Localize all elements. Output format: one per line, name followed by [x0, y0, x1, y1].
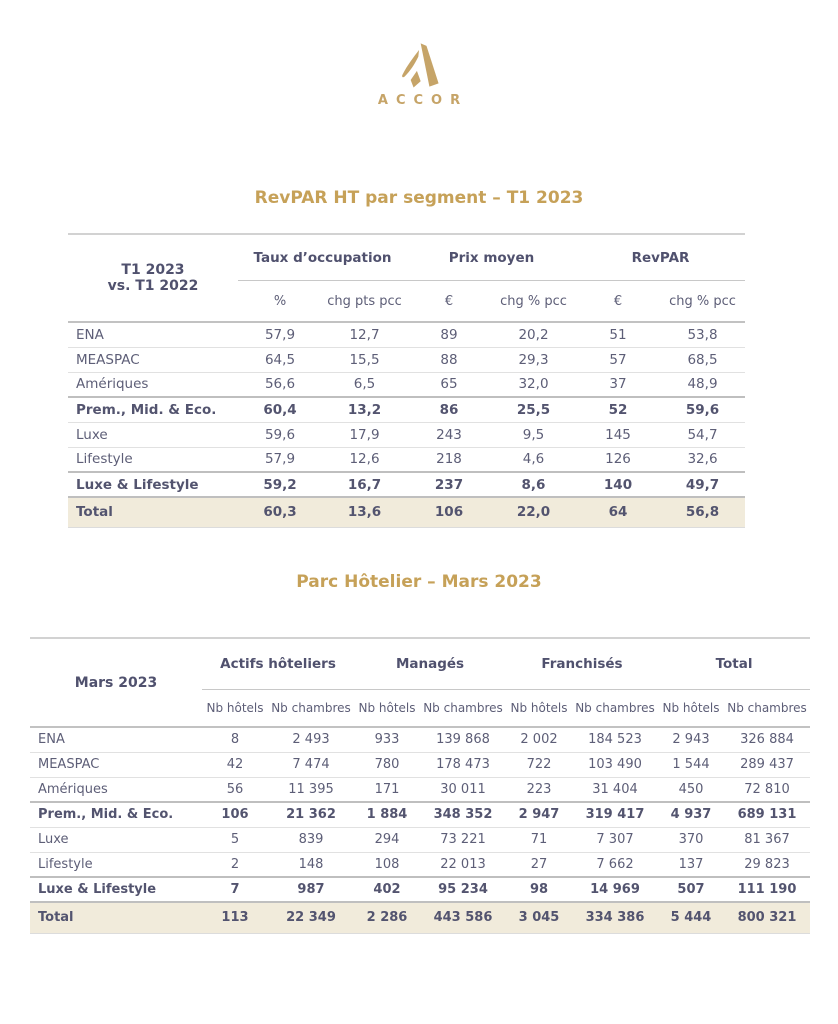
- group-header-prix-moyen: Prix moyen: [407, 234, 576, 281]
- cell: 8: [230, 732, 240, 748]
- subheader: Nb hôtels: [658, 690, 724, 728]
- group-header-revpar: RevPAR: [576, 234, 745, 281]
- cell: 3 045: [518, 910, 560, 926]
- cell: 2 947: [518, 807, 560, 823]
- table-row-ameriques: [68, 372, 745, 397]
- cell: 106: [221, 807, 249, 823]
- cell: 59,6: [685, 401, 720, 418]
- revpar-corner-header: [68, 234, 238, 322]
- cell: 218: [436, 451, 462, 468]
- cell: 111 190: [737, 882, 797, 897]
- table-row-total: [30, 902, 810, 933]
- subheader: chg pts pcc: [322, 281, 407, 323]
- cell: 20,2: [518, 326, 549, 343]
- cell: 800 321: [737, 910, 797, 926]
- cell: 89: [440, 326, 458, 343]
- subheader: Nb hôtels: [354, 690, 420, 728]
- row-label: Luxe & Lifestyle: [38, 882, 157, 897]
- cell: 98: [529, 882, 549, 897]
- cell: 16,7: [347, 476, 382, 493]
- cell: 722: [526, 757, 552, 772]
- parc-hotelier-table: [30, 637, 810, 934]
- cell: 57: [609, 351, 627, 368]
- subheader: chg % pcc: [660, 281, 745, 323]
- cell: 51: [609, 326, 627, 343]
- revpar-table: [68, 233, 745, 528]
- cell: 95 234: [438, 882, 488, 897]
- cell: 145: [605, 426, 631, 443]
- cell: 73 221: [440, 832, 486, 847]
- subheader: €: [576, 281, 660, 323]
- cell: 443 586: [433, 910, 493, 926]
- cell: 126: [605, 451, 631, 468]
- table-row-total: [68, 497, 745, 527]
- row-label: Prem., Mid. & Eco.: [76, 401, 217, 418]
- table-row-lifestyle: [30, 852, 810, 877]
- subheader: Nb chambres: [572, 690, 658, 728]
- cell: 140: [603, 476, 633, 493]
- row-label: ENA: [76, 326, 104, 343]
- group-header-occupation: Taux d’occupation: [238, 234, 407, 281]
- cell: 31 404: [592, 781, 638, 797]
- cell: 53,8: [687, 326, 718, 343]
- cell: 106: [434, 504, 464, 521]
- cell: 59,6: [264, 426, 296, 443]
- cell: 12,6: [349, 451, 380, 468]
- corner-line2: vs. T1 2022: [107, 278, 199, 294]
- cell: 108: [374, 856, 400, 872]
- cell: 370: [678, 832, 704, 847]
- cell: 7 474: [292, 757, 330, 772]
- row-label: Luxe: [38, 832, 69, 847]
- subheader: chg % pcc: [491, 281, 576, 323]
- cell: 56: [226, 781, 244, 797]
- table-row-ena: [68, 322, 745, 347]
- cell: 2 493: [292, 732, 330, 748]
- cell: 4,6: [522, 451, 545, 468]
- cell: 49,7: [685, 476, 720, 493]
- table-row-lifestyle: [68, 447, 745, 472]
- cell: 9,5: [522, 426, 545, 443]
- cell: 68,5: [687, 351, 718, 368]
- table-row-prem-mid-eco: [30, 802, 810, 827]
- cell: 289 437: [740, 757, 794, 772]
- cell: 237: [434, 476, 464, 493]
- row-label: Luxe: [76, 426, 108, 443]
- row-label: Amériques: [76, 376, 149, 393]
- cell: 507: [677, 882, 705, 897]
- cell: 48,9: [687, 376, 718, 393]
- cell: 5 444: [670, 910, 712, 926]
- parc-section-title: Parc Hôtelier – Mars 2023: [296, 572, 542, 592]
- cell: 8,6: [521, 476, 546, 493]
- subheader: Nb hôtels: [202, 690, 268, 728]
- row-label: Lifestyle: [76, 451, 133, 468]
- cell: 52: [608, 401, 628, 418]
- cell: 171: [374, 781, 400, 797]
- cell: 12,7: [349, 326, 380, 343]
- cell: 32,0: [518, 376, 549, 393]
- subheader: Nb chambres: [420, 690, 506, 728]
- cell: 13,2: [347, 401, 382, 418]
- cell: 56,6: [264, 376, 296, 393]
- cell: 450: [678, 781, 704, 797]
- row-label: MEASPAC: [38, 757, 100, 772]
- cell: 2 002: [520, 732, 558, 748]
- cell: 21 362: [286, 807, 336, 823]
- subheader: Nb hôtels: [506, 690, 572, 728]
- group-header-total: Total: [658, 638, 810, 690]
- cell: 334 386: [585, 910, 645, 926]
- cell: 22 349: [286, 910, 336, 926]
- cell: 29 823: [744, 856, 790, 872]
- subheader: Nb chambres: [724, 690, 810, 728]
- row-label: Prem., Mid. & Eco.: [38, 807, 174, 823]
- cell: 60,4: [263, 401, 297, 418]
- cell: 4 937: [670, 807, 712, 823]
- cell: 6,5: [353, 376, 376, 393]
- cell: 17,9: [349, 426, 380, 443]
- cell: 243: [436, 426, 462, 443]
- cell: 294: [374, 832, 400, 847]
- group-header-manages: Managés: [354, 638, 506, 690]
- cell: 65: [440, 376, 458, 393]
- cell: 22,0: [516, 504, 551, 521]
- parc-corner-header: Mars 2023: [30, 638, 202, 727]
- cell: 88: [440, 351, 458, 368]
- cell: 839: [298, 832, 324, 847]
- cell: 64,5: [264, 351, 296, 368]
- cell: 81 367: [744, 832, 790, 847]
- row-label: Luxe & Lifestyle: [76, 476, 199, 493]
- row-label: Total: [76, 504, 113, 521]
- row-label: MEASPAC: [76, 351, 140, 368]
- cell: 2: [230, 856, 240, 872]
- row-label: Total: [38, 910, 74, 926]
- group-header-franchises: Franchisés: [506, 638, 658, 690]
- cell: 148: [298, 856, 324, 872]
- cell: 15,5: [349, 351, 380, 368]
- cell: 2 943: [672, 732, 710, 748]
- accor-logo: [0, 40, 838, 108]
- cell: 178 473: [436, 757, 490, 772]
- cell: 57,9: [264, 451, 296, 468]
- cell: 72 810: [744, 781, 790, 797]
- cell: 987: [297, 882, 325, 897]
- cell: 37: [609, 376, 627, 393]
- table-row-measpac: [68, 347, 745, 372]
- subheader: %: [238, 281, 322, 323]
- row-label: Lifestyle: [38, 856, 93, 872]
- cell: 319 417: [585, 807, 645, 823]
- cell: 64: [608, 504, 628, 521]
- cell: 1 884: [366, 807, 408, 823]
- cell: 139 868: [436, 732, 490, 748]
- subheader: €: [407, 281, 491, 323]
- row-label: Amériques: [38, 781, 108, 797]
- table-row-luxe: [68, 422, 745, 447]
- cell: 71: [530, 832, 548, 847]
- table-row-ena: [30, 727, 810, 752]
- cell: 14 969: [590, 882, 640, 897]
- cell: 5: [230, 832, 240, 847]
- cell: 57,9: [264, 326, 296, 343]
- cell: 29,3: [518, 351, 549, 368]
- cell: 54,7: [687, 426, 718, 443]
- table-row-measpac: [30, 752, 810, 777]
- group-header-actifs: Actifs hôteliers: [202, 638, 354, 690]
- cell: 27: [530, 856, 548, 872]
- cell: 22 013: [440, 856, 486, 872]
- cell: 59,2: [263, 476, 297, 493]
- cell: 60,3: [263, 504, 297, 521]
- cell: 32,6: [687, 451, 718, 468]
- cell: 56,8: [685, 504, 720, 521]
- cell: 402: [373, 882, 401, 897]
- cell: 689 131: [737, 807, 797, 823]
- subheader: Nb chambres: [268, 690, 354, 728]
- accor-a-mark-icon: [394, 40, 444, 90]
- cell: 2 286: [366, 910, 408, 926]
- cell: 184 523: [588, 732, 642, 748]
- cell: 103 490: [588, 757, 642, 772]
- cell: 25,5: [516, 401, 551, 418]
- cell: 933: [374, 732, 400, 748]
- cell: 42: [226, 757, 244, 772]
- table-row-ameriques: [30, 777, 810, 802]
- cell: 7: [230, 882, 240, 897]
- accor-wordmark: ACCOR: [377, 93, 469, 108]
- cell: 30 011: [440, 781, 486, 797]
- cell: 223: [526, 781, 552, 797]
- cell: 780: [374, 757, 400, 772]
- cell: 113: [221, 910, 249, 926]
- cell: 1 544: [672, 757, 710, 772]
- cell: 7 662: [596, 856, 634, 872]
- cell: 13,6: [347, 504, 382, 521]
- cell: 86: [439, 401, 459, 418]
- corner-line1: T1 2023: [121, 262, 185, 278]
- row-label: ENA: [38, 732, 65, 748]
- cell: 348 352: [433, 807, 493, 823]
- table-row-luxe: [30, 827, 810, 852]
- table-row-luxe-lifestyle: [68, 472, 745, 497]
- cell: 326 884: [740, 732, 794, 748]
- cell: 11 395: [288, 781, 334, 797]
- revpar-section-title: RevPAR HT par segment – T1 2023: [254, 188, 584, 208]
- cell: 7 307: [596, 832, 634, 847]
- table-row-luxe-lifestyle: [30, 877, 810, 902]
- table-row-prem-mid-eco: [68, 397, 745, 422]
- cell: 137: [678, 856, 704, 872]
